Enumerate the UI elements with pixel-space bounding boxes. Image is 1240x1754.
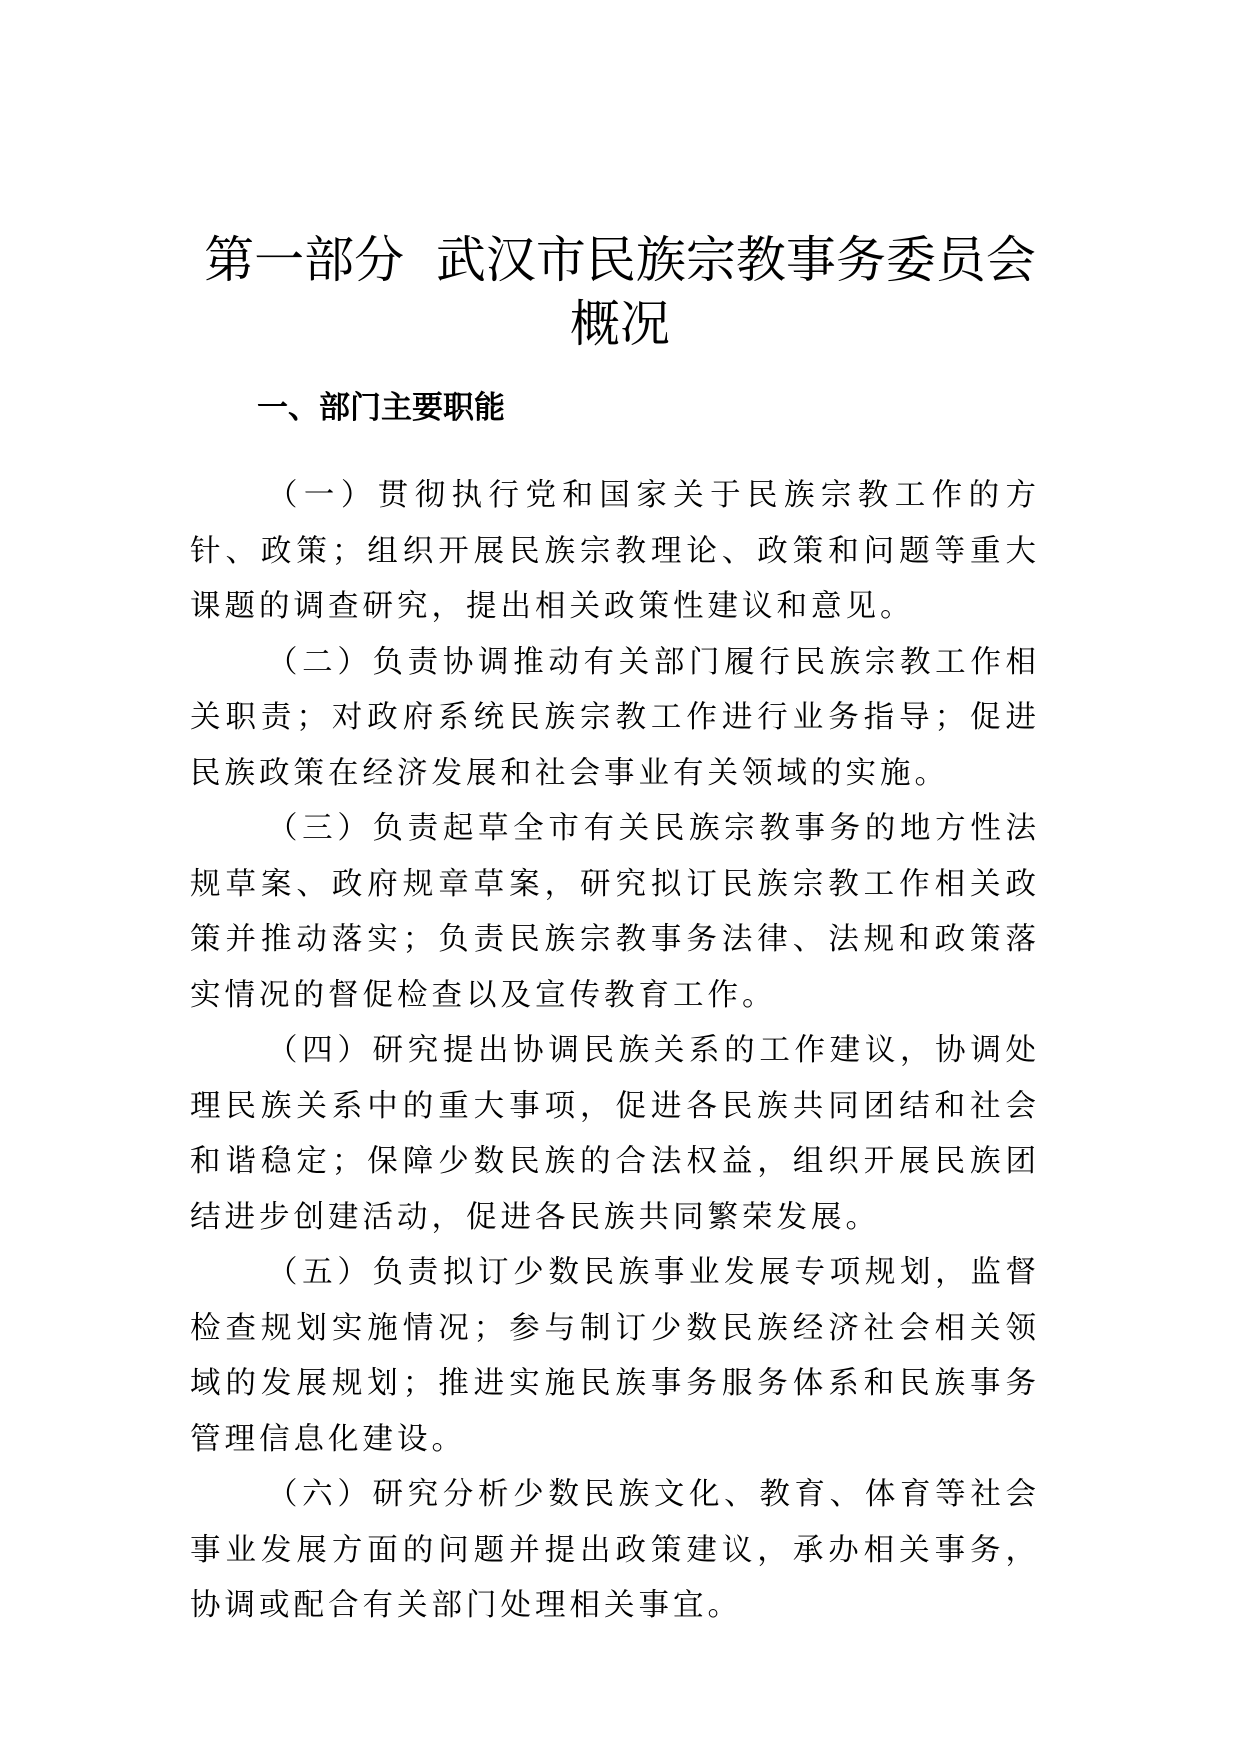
paragraph-1: （一）贯彻执行党和国家关于民族宗教工作的方针、政策；组织开展民族宗教理论、政策和问题等重大课题的调查研究，提出相关政策性建议和意见。 — [190, 478, 1040, 624]
paragraph-2: （二）负责协调推动有关部门履行民族宗教工作相关职责；对政府系统民族宗教工作进行业务指导；促进民族政策在经济发展和社会事业有关领域的实施。 — [190, 644, 1040, 791]
paragraph-3: （三）负责起草全市有关民族宗教事务的地方性法规草案、政府规章草案，研究拟订民族宗教工作相关政策并推动落实；负责民族宗教事务法律、法规和政策落实情况的督促检查以及宣传教育工作。 — [190, 811, 1040, 1013]
paragraph-6: （六）研究分析少数民族文化、教育、体育等社会事业发展方面的问题并提出政策建议，承办相关事务，协调或配合有关部门处理相关事宜。 — [190, 1477, 1040, 1623]
body-text — [190, 468, 1040, 1634]
document-title-line-1: 第一部分 武汉市民族宗教事务委员会 — [204, 231, 1036, 289]
paragraph-5: （五）负责拟订少数民族事业发展专项规划，监督检查规划实施情况；参与制订少数民族经济社会相关领域的发展规划；推进实施民族事务服务体系和民族事务管理信息化建设。 — [190, 1255, 1040, 1457]
document-title — [150, 228, 1090, 356]
section-heading: 一、部门主要职能 — [257, 390, 505, 426]
document-title-line-2: 概况 — [570, 295, 670, 353]
paragraph-4: （四）研究提出协调民族关系的工作建议，协调处理民族关系中的重大事项，促进各民族共同团结和社会和谐稳定；保障少数民族的合法权益，组织开展民族团结进步创建活动，促进各民族共同繁荣发展。 — [190, 1033, 1040, 1235]
